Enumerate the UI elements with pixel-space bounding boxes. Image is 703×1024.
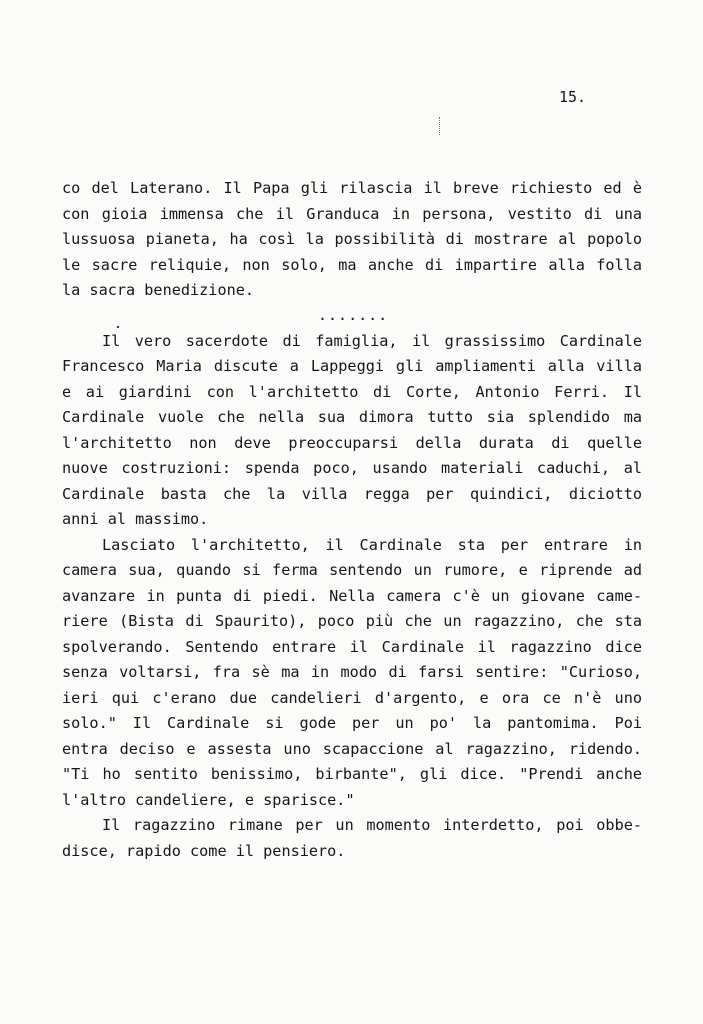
text-line: ieri qui c'erano due candelieri d'argento, e ora ce n'è uno: [62, 688, 642, 707]
text-line: l'architetto non deve preoccuparsi della durata di quelle: [62, 433, 642, 452]
text-line: co del Laterano. Il Papa gli rilascia il breve richiesto ed è: [62, 179, 642, 197]
body-text: [62, 176, 642, 864]
text-line: le sacre reliquie, non solo, ma anche di impartire alla folla: [62, 255, 642, 274]
text-line: Lasciato l'architetto, il Cardinale sta per entrare in: [102, 535, 642, 554]
text-line: riere (Bista di Spaurito), poco più che un ragazzino, che sta: [62, 612, 642, 630]
text-line: Il vero sacerdote di famiglia, il grassissimo Cardinale: [102, 331, 642, 350]
text-line: Francesco Maria discute a Lappeggi gli ampliamenti alla villa: [62, 357, 642, 375]
margin-tick: [439, 117, 441, 135]
text-line: nuove costruzioni: spenda poco, usando materiali caduchi, al: [62, 459, 642, 477]
text-line: Cardinale vuole che nella sua dimora tutto sia splendido ma: [62, 408, 642, 426]
text-line: disce, rapido come il pensiero.: [62, 841, 346, 860]
text-line: la sacra benedizione.: [62, 281, 255, 299]
text-line: entra deciso e assesta uno scapaccione al ragazzino, ridendo.: [62, 739, 642, 758]
text-line: senza voltarsi, fra sè ma in modo di farsi sentire: "Curioso,: [62, 663, 642, 681]
text-line: l'altro candeliere, e sparisce.": [62, 790, 355, 809]
text-line: con gioia immensa che il Granduca in persona, vestito di una: [62, 204, 642, 223]
text-line: anni al massimo.: [62, 510, 209, 528]
page-number: 15.: [559, 88, 587, 106]
text-line: Il ragazzino rimane per un momento interdetto, poi obbe-: [102, 816, 642, 834]
text-line: camera sua, quando si ferma sentendo un rumore, e riprende ad: [62, 561, 642, 579]
text-line: solo." Il Cardinale si gode per un po' la pantomima. Poi: [62, 714, 642, 732]
text-line: avanzare in punta di piedi. Nella camera c'è un giovane came-: [62, 586, 642, 605]
text-line: lussuosa pianeta, ha così la possibilità di mostrare al popolo: [62, 230, 642, 248]
section-separator: .......: [318, 305, 389, 324]
text-line: "Ti ho sentito benissimo, birbante", gli dice. "Prendi anche: [62, 765, 642, 783]
text-line: spolverando. Sentendo entrare il Cardinale il ragazzino dice: [62, 637, 642, 656]
text-line: e ai giardini con l'architetto di Corte, Antonio Ferri. Il: [62, 382, 642, 401]
text-line: Cardinale basta che la villa regga per quindici, diciotto: [62, 484, 642, 503]
